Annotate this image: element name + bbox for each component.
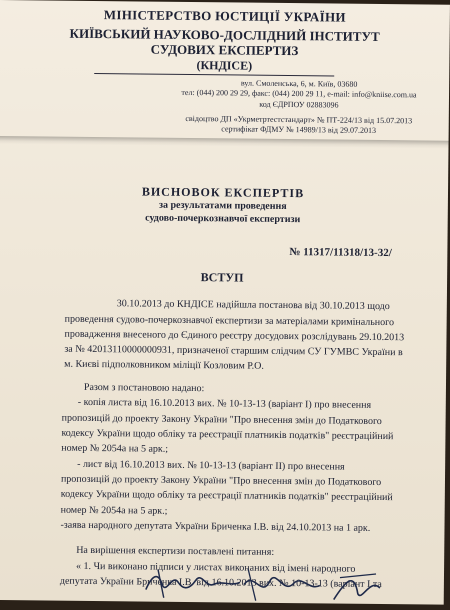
- body-line: пропозицій до проекту Закону України "Про внесення змін до Податкового: [61, 412, 382, 428]
- body-line: номер № 2054а на 5 арк.;: [60, 504, 168, 517]
- body-line: за № 42013110000000931, призначеної старшим слідчим СУ ГУМВС України в: [64, 343, 403, 359]
- body-line: м. Києві підполковником міліції Козловим Р.О.: [64, 358, 264, 372]
- case-number: № 11317/11318/13-32/: [289, 246, 392, 260]
- body-line: Разом з постановою надано:: [83, 381, 205, 395]
- body-line: - копія листа від 16.10.2013 вих. № 10-13-13 (варіант І) про внесення: [77, 396, 372, 411]
- section-heading-intro: ВСТУП: [200, 270, 244, 285]
- body-line: депутата України Бриченка І.В. від 16.10.2013 вих. № 10-13-13 (варіант І та: [59, 575, 382, 591]
- institute-name-line2: СУДОВИХ ЕКСПЕРТИЗ: [150, 41, 299, 59]
- body-line: На вирішення експертизи поставлені питання:: [76, 544, 275, 558]
- institute-address: вул. Смоленська, 6, м. Київ, 03680: [240, 78, 358, 89]
- conclusion-title: ВИСНОВОК ЕКСПЕРТІВ: [141, 184, 305, 201]
- body-line: кодексу України щодо обліку та реєстрації платників податків" реєстраційний: [60, 488, 393, 504]
- certificate-line-1: свідоцтво ДП «Укрметртестстандарт» № ПТ-224/13 від 15.07.2013: [185, 113, 413, 126]
- ministry-heading: МІНІСТЕРСТВО ЮСТИЦІЇ УКРАЇНИ: [103, 7, 346, 25]
- body-line: провадження внесеного до Єдиного реєстру досудових розслідувань 29.10.2013: [64, 328, 405, 344]
- conclusion-subtitle-1: за результатами проведення: [158, 199, 287, 213]
- body-line: 30.10.2013 до КНДІСЕ надійшла постанова від 30.10.2013 щодо: [116, 298, 390, 313]
- institute-abbreviation: (КНДІСЕ): [196, 58, 253, 73]
- body-line: -заява народного депутата України Бриченка І.В. від 24.10.2013 на 1 арк.: [60, 519, 371, 534]
- institute-name-line1: КИЇВСЬКИЙ НАУКОВО-ДОСЛІДНИЙ ІНСТИТУТ: [69, 25, 380, 44]
- body-line: кодексу України щодо обліку та реєстрації платників податків" реєстраційний: [61, 427, 394, 443]
- body-line: проведення судово-почеркознавчої експертизи за матеріалами кримінального: [64, 313, 395, 329]
- body-line: номер № 2054а на 5 арк.;: [61, 442, 169, 455]
- conclusion-subtitle-2: судово-почеркознавчої експертизи: [145, 212, 301, 226]
- handwritten-signatures-icon: [144, 562, 444, 605]
- body-line: - лист від 16.10.2013 вих. № 10-13-13 (варіант ІІ) про внесення: [77, 458, 345, 473]
- institute-edrpou: код ЄДРПОУ 02883096: [259, 99, 339, 110]
- body-line: пропозицій до проекту Закону України "Про внесення змін до Податкового: [60, 473, 382, 489]
- certificate-line-2: сертифікат ФДМУ № 14989/13 від 29.07.2013: [221, 124, 377, 135]
- page-fold-shadow: [0, 136, 449, 149]
- body-line: « 1. Чи виконано підписи у листах виконаних від імені народного: [76, 560, 356, 575]
- expert-signatures: [144, 562, 444, 605]
- institute-phones: тел: (044) 200 29 29, факс: (044) 200 29 11, e-mail: info@kniise.com.ua: [181, 87, 417, 100]
